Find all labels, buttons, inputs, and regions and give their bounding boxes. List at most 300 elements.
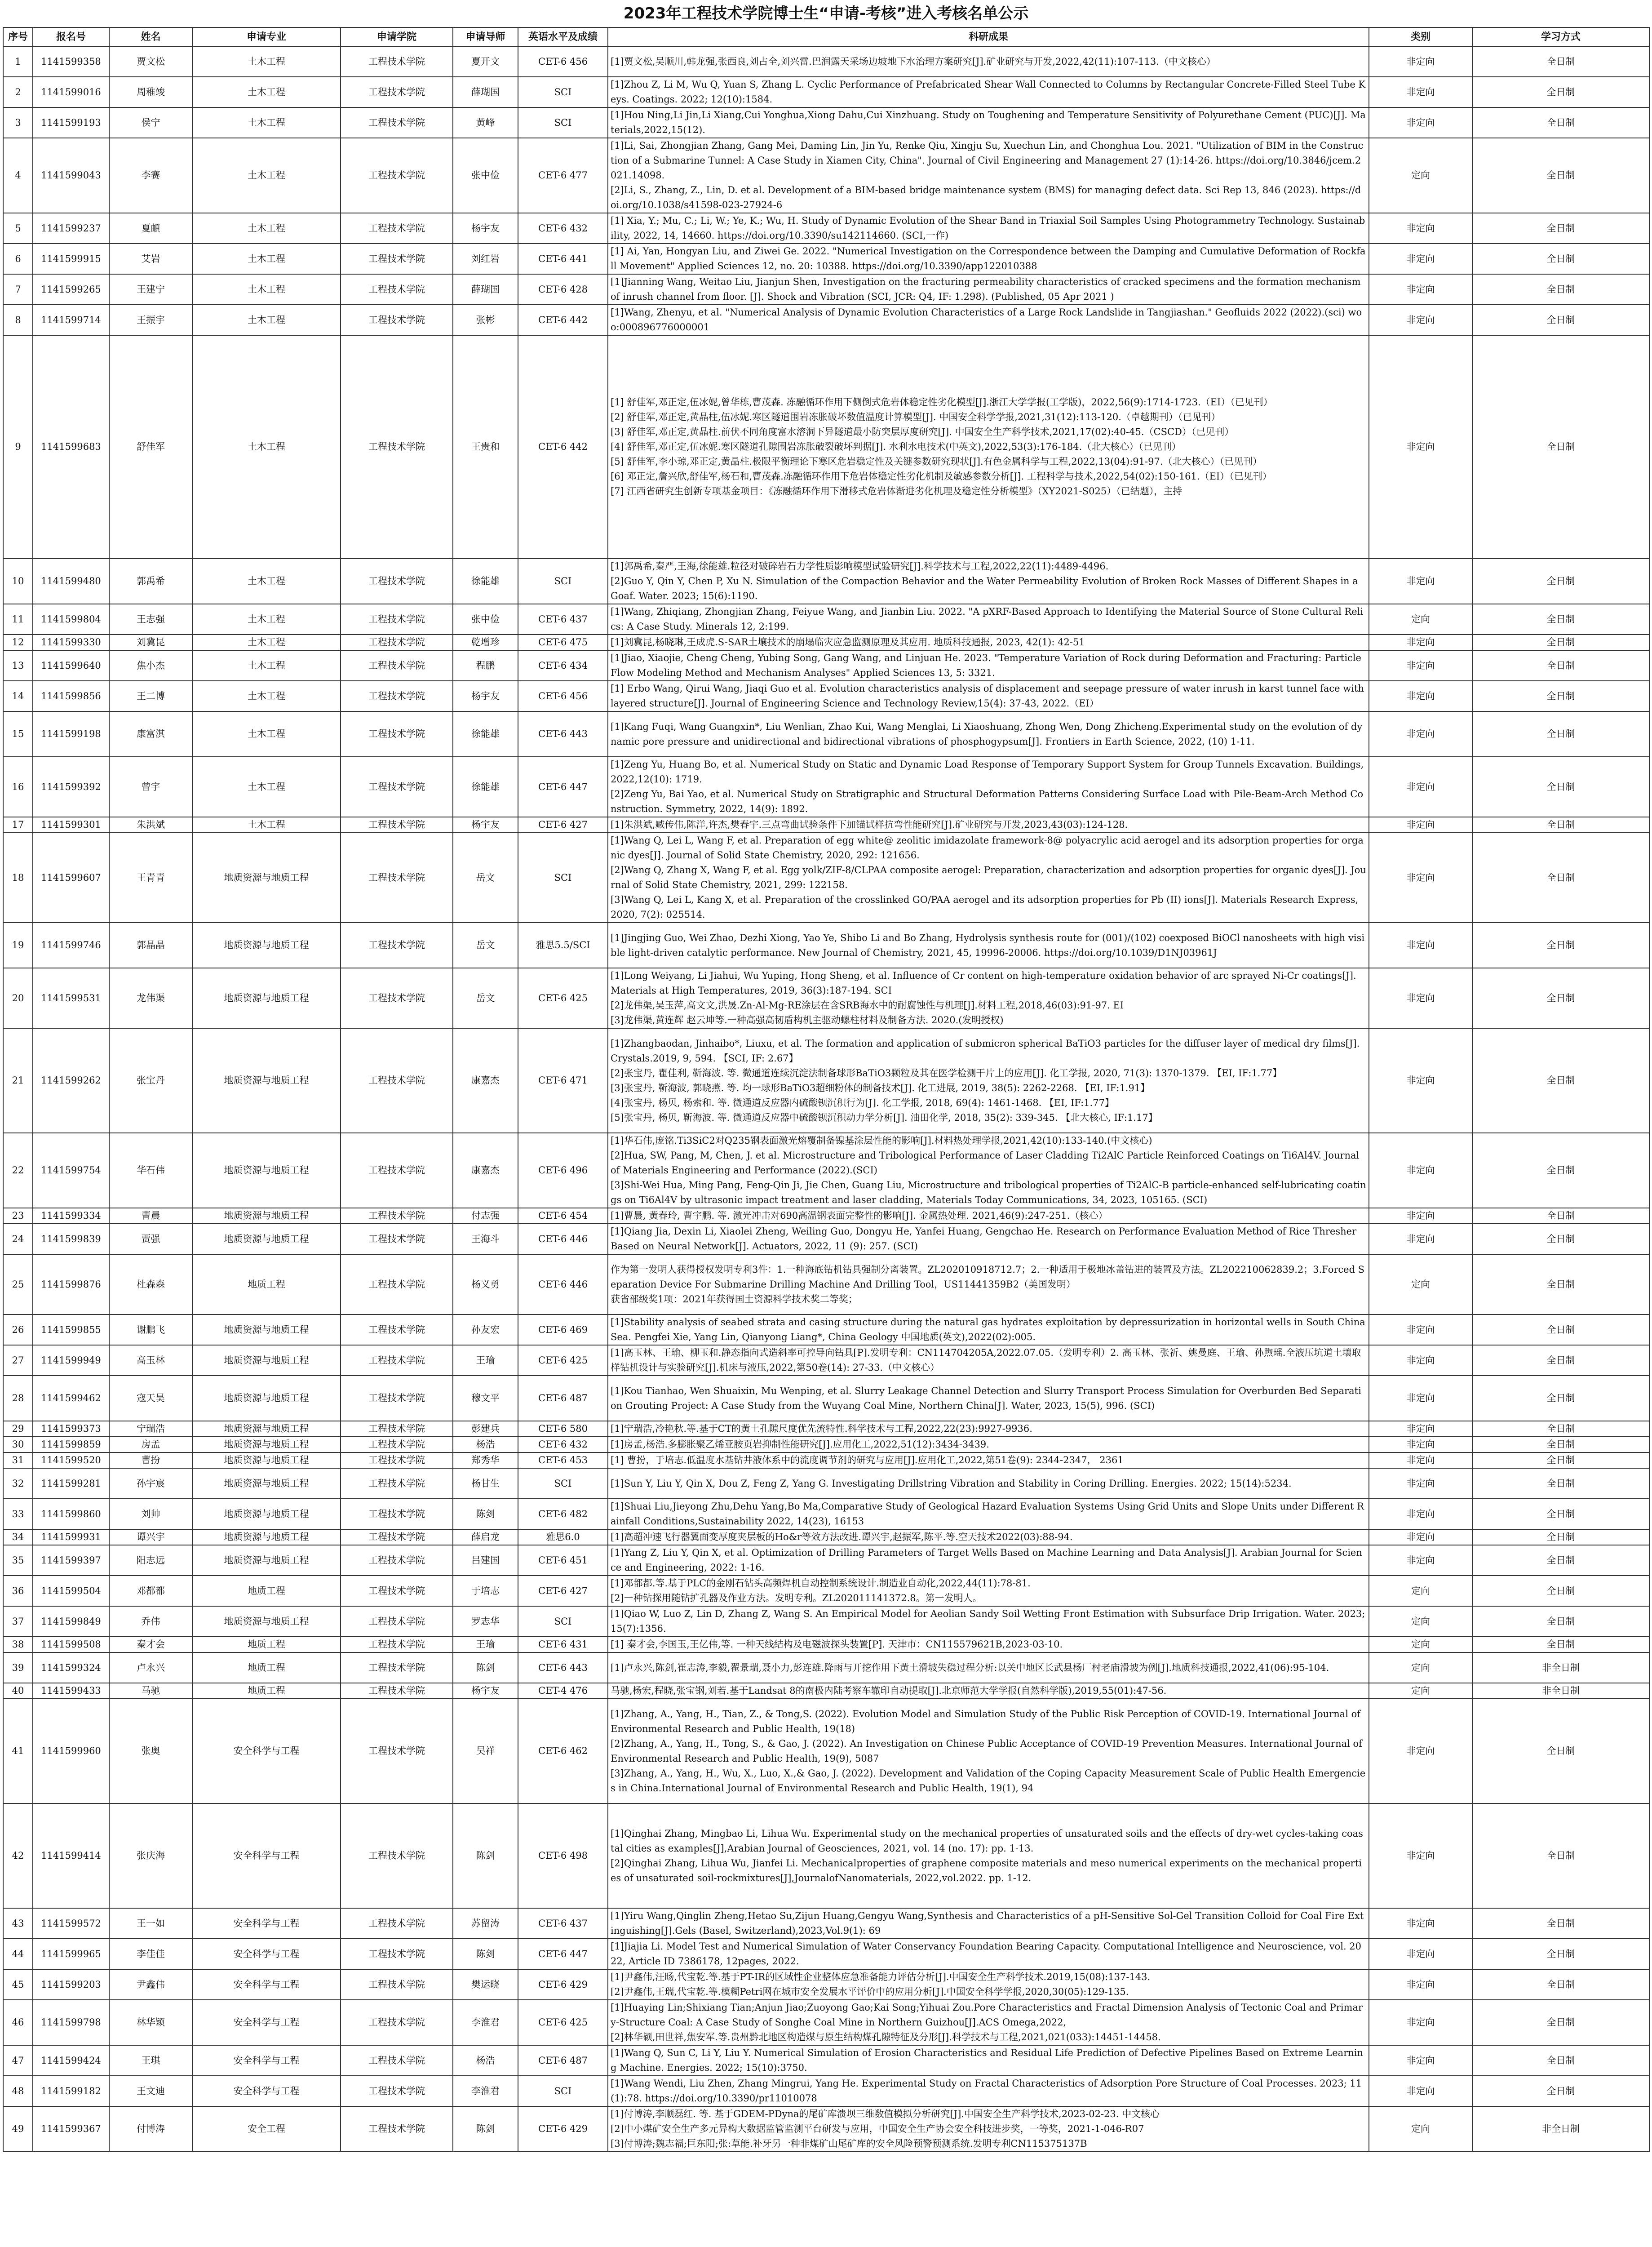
research-item: [2]Hua, SW, Pang, M, Chen, J. et al. Microstructure and Tribological Performance of Laser Cladding Ti2AlC Particle Reinforced Coatings on Ti6Al4V. Journal of Materials Engineering and Performance (2022).(SCI) bbox=[611, 1150, 1360, 1176]
applicant-name: 王文迪 bbox=[109, 2076, 192, 2106]
research-output bbox=[608, 650, 1369, 681]
applied-college: 工程技术学院 bbox=[341, 138, 453, 213]
english-level: 雅思6.0 bbox=[518, 1529, 608, 1545]
category: 非定向 bbox=[1369, 1208, 1472, 1224]
header-name: 姓名 bbox=[109, 27, 192, 46]
research-output bbox=[608, 1683, 1369, 1699]
english-level: CET-4 476 bbox=[518, 1683, 608, 1699]
category: 非定向 bbox=[1369, 305, 1472, 335]
research-item: [2]Guo Y, Qin Y, Chen P, Xu N. Simulation of the Compaction Behavior and the Water Permeability Evolution of Broken Rock Masses of Different Shapes in a Goaf. Water. 2023; 15(6):1190. bbox=[611, 576, 1358, 601]
table-row bbox=[3, 1468, 1649, 1499]
registration-id: 1141599433 bbox=[33, 1683, 109, 1699]
table-row bbox=[3, 1637, 1649, 1652]
applicant-name: 张宝丹 bbox=[109, 1028, 192, 1133]
advisor-name: 王海斗 bbox=[453, 1224, 518, 1254]
row-number: 5 bbox=[3, 213, 33, 244]
english-level: CET-6 443 bbox=[518, 711, 608, 757]
advisor-name: 穆文平 bbox=[453, 1376, 518, 1421]
research-item: [1]Wang Wendi, Liu Zhen, Zhang Mingrui, Yang He. Experimental Study on Fractal Characteristics of Adsorption Pore Structure of Coal Processes. 2023; 11(1):78. https://doi.org/10.3390/pr11010078 bbox=[611, 2078, 1362, 2104]
applied-major: 土木工程 bbox=[192, 107, 341, 138]
applicant-name: 康富淇 bbox=[109, 711, 192, 757]
table-row bbox=[3, 1803, 1649, 1908]
table-row bbox=[3, 1421, 1649, 1437]
research-item: [1]Wang, Zhenyu, et al. "Numerical Analysis of Dynamic Evolution Characteristics of a Large Rock Landslide in Tangjiashan." Geofluids 2022 (2022).(sci) woo:000896776000001 bbox=[611, 307, 1362, 333]
row-number: 13 bbox=[3, 650, 33, 681]
applicant-name: 高玉林 bbox=[109, 1345, 192, 1376]
row-number: 43 bbox=[3, 1908, 33, 1939]
category: 非定向 bbox=[1369, 107, 1472, 138]
applicant-name: 曹扮 bbox=[109, 1452, 192, 1468]
advisor-name: 张中俭 bbox=[453, 604, 518, 635]
study-mode: 全日制 bbox=[1472, 1499, 1649, 1529]
research-item: [1]Wang Q, Sun C, Li Y, Liu Y. Numerical Simulation of Erosion Characteristics and Residual Life Prediction of Defective Pipelines Based on Extreme Learning Machine. Energies. 2022; 15(10):3750. bbox=[611, 2047, 1363, 2073]
study-mode: 全日制 bbox=[1472, 1376, 1649, 1421]
registration-id: 1141599960 bbox=[33, 1699, 109, 1803]
table-row bbox=[3, 833, 1649, 923]
row-number: 41 bbox=[3, 1699, 33, 1803]
advisor-name: 苏留涛 bbox=[453, 1908, 518, 1939]
row-number: 17 bbox=[3, 817, 33, 833]
applied-college: 工程技术学院 bbox=[341, 1345, 453, 1376]
research-item: [1] Xia, Y.; Mu, C.; Li, W.; Ye, K.; Wu, H. Study of Dynamic Evolution of the Shear Band in Triaxial Soil Samples Using Photogrammetry Technology. Sustainability, 2022, 14, 14660. https://doi.org/10.3390/su142114660. (SCI,一作) bbox=[611, 215, 1365, 241]
category: 非定向 bbox=[1369, 2000, 1472, 2045]
english-level: CET-6 456 bbox=[518, 681, 608, 711]
row-number: 42 bbox=[3, 1803, 33, 1908]
row-number: 35 bbox=[3, 1545, 33, 1576]
advisor-name: 杨宇友 bbox=[453, 681, 518, 711]
english-level: CET-6 425 bbox=[518, 2000, 608, 2045]
table-row bbox=[3, 1208, 1649, 1224]
category: 非定向 bbox=[1369, 2045, 1472, 2076]
registration-id: 1141599508 bbox=[33, 1637, 109, 1652]
english-level: CET-6 437 bbox=[518, 1908, 608, 1939]
research-output bbox=[608, 107, 1369, 138]
registration-id: 1141599462 bbox=[33, 1376, 109, 1421]
research-output bbox=[608, 757, 1369, 817]
applied-college: 工程技术学院 bbox=[341, 107, 453, 138]
research-item: [1]卢永兴,陈剑,崔志涛,李毅,翟景瑞,聂小力,彭连雄.降雨与开挖作用下黄土滑坡失稳过程分析:以关中地区长武县杨厂村老庙滑坡为例[J].地质科技通报,2022,41(06):95-104. bbox=[611, 1662, 1329, 1673]
advisor-name: 张彬 bbox=[453, 305, 518, 335]
research-item: [7] 江西省研究生创新专项基金项目：《冻融循环作用下滑移式危岩体渐进劣化机理及稳定性分析模型》（XY2021-S025）（已结题），主持 bbox=[611, 486, 1183, 497]
category: 非定向 bbox=[1369, 2076, 1472, 2106]
english-level: CET-6 428 bbox=[518, 274, 608, 305]
applicant-name: 乔伟 bbox=[109, 1606, 192, 1637]
table-row bbox=[3, 923, 1649, 968]
research-item: [2] 舒佳军,邓正定,黄晶柱,伍冰妮.寒区隧道围岩冻胀破坏数值温度计算模型[J]. 中国安全科学学报,2021,31(12):113-120.（卓越期刊）（已见刊） bbox=[611, 412, 1221, 422]
registration-id: 1141599301 bbox=[33, 817, 109, 833]
research-output bbox=[608, 274, 1369, 305]
applied-major: 安全科学与工程 bbox=[192, 1969, 341, 2000]
research-output bbox=[608, 2076, 1369, 2106]
category: 非定向 bbox=[1369, 923, 1472, 968]
applied-major: 安全工程 bbox=[192, 2106, 341, 2152]
table-row bbox=[3, 1606, 1649, 1637]
applied-college: 工程技术学院 bbox=[341, 2000, 453, 2045]
candidate-table bbox=[3, 27, 1650, 2152]
header-id: 报名号 bbox=[33, 27, 109, 46]
applicant-name: 舒佳军 bbox=[109, 335, 192, 559]
table-row bbox=[3, 335, 1649, 559]
applicant-name: 龙伟渠 bbox=[109, 968, 192, 1028]
applied-college: 工程技术学院 bbox=[341, 650, 453, 681]
applied-college: 工程技术学院 bbox=[341, 1314, 453, 1345]
research-item: [1]Qinghai Zhang, Mingbao Li, Lihua Wu. Experimental study on the mechanical properties of unsaturated soils and the effects of dry-wet cycles-taking coastal cities as examples[J],Arabian Journal of Geosciences, 2021, vol. 14 (no. 17): pp. 1-13. bbox=[611, 1828, 1363, 1854]
category: 非定向 bbox=[1369, 1452, 1472, 1468]
registration-id: 1141599746 bbox=[33, 923, 109, 968]
table-row bbox=[3, 681, 1649, 711]
applied-major: 土木工程 bbox=[192, 559, 341, 604]
registration-id: 1141599915 bbox=[33, 244, 109, 274]
applicant-name: 李赛 bbox=[109, 138, 192, 213]
research-item: [1]Long Weiyang, Li Jiahui, Wu Yuping, Hong Sheng, et al. Influence of Cr content on high-temperature oxidation behavior of arc sprayed Ni-Cr coatings[J]. Materials at High Temperatures, 2019, 36(3):187-194. SCI bbox=[611, 970, 1356, 996]
category: 非定向 bbox=[1369, 968, 1472, 1028]
registration-id: 1141599714 bbox=[33, 305, 109, 335]
research-item: [1]Zeng Yu, Huang Bo, et al. Numerical Study on Static and Dynamic Load Response of Temporary Support System for Group Tunnels Excavation. Buildings, 2022,12(10): 1719. bbox=[611, 759, 1364, 785]
applied-major: 地质资源与地质工程 bbox=[192, 1452, 341, 1468]
study-mode: 全日制 bbox=[1472, 1529, 1649, 1545]
research-item: [6] 邓正定,詹兴欣,舒佳军,杨石和,曹茂森.冻融循环作用下危岩体稳定性劣化机制及敏感参数分析[J]. 工程科学与技术,2022,54(02):150-161.（EI）（已见刊） bbox=[611, 471, 1272, 482]
advisor-name: 杨浩 bbox=[453, 2045, 518, 2076]
applied-major: 土木工程 bbox=[192, 244, 341, 274]
applied-college: 工程技术学院 bbox=[341, 1224, 453, 1254]
applied-major: 地质资源与地质工程 bbox=[192, 1606, 341, 1637]
research-item: [1]Kang Fuqi, Wang Guangxin*, Liu Wenlian, Zhao Kui, Wang Menglai, Li Xiaoshuang, Zhong Wen, Dong Zhicheng.Experimental study on the evolution of dynamic pore pressure and unidirectional and bidirectional vibrations of phosphogypsum[J]. Frontiers in Earth Science, 2022, (10) 1-11. bbox=[611, 721, 1363, 747]
row-number: 8 bbox=[3, 305, 33, 335]
research-item: [1]高超冲速飞行器翼面变厚度夹层板的Ho&r等效方法改进.谭兴宇,赵振军,陈平.等.空天技术2022(03):88-94. bbox=[611, 1532, 1073, 1542]
applied-college: 工程技术学院 bbox=[341, 1529, 453, 1545]
page-title: 2023年工程技术学院博士生“申请-考核”进入考核名单公示 bbox=[623, 4, 1029, 22]
table-row bbox=[3, 650, 1649, 681]
registration-id: 1141599965 bbox=[33, 1939, 109, 1969]
english-level: CET-6 431 bbox=[518, 1637, 608, 1652]
applied-major: 安全科学与工程 bbox=[192, 1699, 341, 1803]
applicant-name: 寇天昊 bbox=[109, 1376, 192, 1421]
research-item: [1]Hou Ning,Li Jin,Li Xiang,Cui Yonghua,Xiong Dahu,Cui Xinzhuang. Study on Toughening and Temperature Sensitivity of Polyurethane Cement (PUC)[J]. Materials,2022,15(12). bbox=[611, 110, 1366, 135]
research-output bbox=[608, 1637, 1369, 1652]
advisor-name: 孙友宏 bbox=[453, 1314, 518, 1345]
table-row bbox=[3, 817, 1649, 833]
english-level: CET-6 498 bbox=[518, 1803, 608, 1908]
research-output bbox=[608, 1452, 1369, 1468]
english-level: CET-6 447 bbox=[518, 757, 608, 817]
study-mode: 全日制 bbox=[1472, 1576, 1649, 1606]
table-row bbox=[3, 305, 1649, 335]
category: 非定向 bbox=[1369, 1939, 1472, 1969]
registration-id: 1141599949 bbox=[33, 1345, 109, 1376]
study-mode: 全日制 bbox=[1472, 1969, 1649, 2000]
research-item: [2]林华颖,田世祥,焦安军.等.贵州黔北地区构造煤与原生结构煤孔隙特征及分形[J].科学技术与工程,2021,021(033):14451-14458. bbox=[611, 2032, 1161, 2043]
row-number: 30 bbox=[3, 1437, 33, 1452]
research-item: [1] Erbo Wang, Qirui Wang, Jiaqi Guo et al. Evolution characteristics analysis of displacement and seepage pressure of water inrush in karst tunnel face with layered structure[J]. Journal of Engineering Science and Technology Review,15(4): 37-43, 2022.（EI） bbox=[611, 683, 1364, 709]
research-output bbox=[608, 1939, 1369, 1969]
applied-college: 工程技术学院 bbox=[341, 1683, 453, 1699]
header-major: 申请专业 bbox=[192, 27, 341, 46]
research-item: [1]Wang, Zhiqiang, Zhongjian Zhang, Feiyue Wang, and Jianbin Liu. 2022. "A pXRF-Based Approach to Identifying the Material Source of Stone Cultural Relics: A Case Study. Minerals 12, 2:199. bbox=[611, 606, 1364, 632]
registration-id: 1141599358 bbox=[33, 46, 109, 77]
applicant-name: 邓都都 bbox=[109, 1576, 192, 1606]
applicant-name: 曾宇 bbox=[109, 757, 192, 817]
registration-id: 1141599804 bbox=[33, 604, 109, 635]
header-english: 英语水平及成绩 bbox=[518, 27, 608, 46]
study-mode: 全日制 bbox=[1472, 46, 1649, 77]
category: 非定向 bbox=[1369, 1314, 1472, 1345]
applied-major: 土木工程 bbox=[192, 681, 341, 711]
category: 定向 bbox=[1369, 1606, 1472, 1637]
applied-major: 地质资源与地质工程 bbox=[192, 1224, 341, 1254]
english-level: CET-6 451 bbox=[518, 1545, 608, 1576]
applied-major: 土木工程 bbox=[192, 77, 341, 107]
applied-major: 土木工程 bbox=[192, 274, 341, 305]
table-row bbox=[3, 138, 1649, 213]
research-item: [1]Zhou Z, Li M, Wu Q, Yuan S, Zhang L. Cyclic Performance of Prefabricated Shear Wall Connected to Columns by Rectangular Concrete-Filled Steel Tube Keys. Coatings. 2022; 12(10):1584. bbox=[611, 79, 1366, 105]
applied-college: 工程技术学院 bbox=[341, 1699, 453, 1803]
registration-id: 1141599480 bbox=[33, 559, 109, 604]
study-mode: 全日制 bbox=[1472, 2000, 1649, 2045]
advisor-name: 陈剑 bbox=[453, 1652, 518, 1683]
category: 定向 bbox=[1369, 138, 1472, 213]
study-mode: 全日制 bbox=[1472, 1254, 1649, 1314]
advisor-name: 陈剑 bbox=[453, 1803, 518, 1908]
applied-major: 地质工程 bbox=[192, 1637, 341, 1652]
research-output bbox=[608, 681, 1369, 711]
registration-id: 1141599281 bbox=[33, 1468, 109, 1499]
applicant-name: 谭兴宇 bbox=[109, 1529, 192, 1545]
applied-college: 工程技术学院 bbox=[341, 757, 453, 817]
applicant-name: 周稚竣 bbox=[109, 77, 192, 107]
english-level: CET-6 425 bbox=[518, 968, 608, 1028]
research-item: [1] 秦才会,李国玉,王亿伟,等. 一种天线结构及电磁波探头装置[P]. 天津市：CN115579621B,2023-03-10. bbox=[611, 1639, 1063, 1650]
category: 非定向 bbox=[1369, 335, 1472, 559]
category: 非定向 bbox=[1369, 1028, 1472, 1133]
category: 非定向 bbox=[1369, 711, 1472, 757]
table-row bbox=[3, 1314, 1649, 1345]
research-item: [1]Jiao, Xiaojie, Cheng Cheng, Yubing Song, Gang Wang, and Linjuan He. 2023. "Temperature Variation of Rock during Deformation and Fracturing: Particle Flow Modeling Method and Mechanism Analyses" Applied Sciences 13, 5: 3321. bbox=[611, 653, 1361, 678]
research-item: [1]贾文松,吴顺川,韩龙强,张西良,刘占全,刘兴雷.巴润露天采场边坡地下水治理方案研究[J].矿业研究与开发,2022,42(11):107-113.（中文核心） bbox=[611, 56, 1216, 67]
research-output bbox=[608, 1028, 1369, 1133]
applicant-name: 曹晨 bbox=[109, 1208, 192, 1224]
english-level: CET-6 456 bbox=[518, 46, 608, 77]
research-item: [2]Wang Q, Zhang X, Wang F, et al. Egg yolk/ZIF-8/CLPAA composite aerogel: Preparation, characterization and adsorption properties for organic dyes[J]. Journal of Solid State Chemistry, 2021, 299: 122158. bbox=[611, 865, 1366, 890]
category: 非定向 bbox=[1369, 650, 1472, 681]
research-item: 马驰,杨宏,程晓,张宝钢,刘若.基于Landsat 8的南极内陆考察车辙印自动提取[J].北京师范大学学报(自然科学版),2019,55(01):47-56. bbox=[611, 1685, 1167, 1696]
applied-college: 工程技术学院 bbox=[341, 77, 453, 107]
study-mode: 全日制 bbox=[1472, 1908, 1649, 1939]
study-mode: 全日制 bbox=[1472, 1208, 1649, 1224]
applicant-name: 刘帅 bbox=[109, 1499, 192, 1529]
research-item: [3]Shi-Wei Hua, Ming Pang, Feng-Qin Ji, Jie Chen, Guang Liu, Microstructure and tribological properties of Ti2AlC-B particle-enhanced self-lubricating coatings on Ti6Al4V by ultrasonic impact treatment and laser cladding, Materials Today Communications, 34, 2023, 105165. (SCI) bbox=[611, 1180, 1366, 1205]
applicant-name: 艾岩 bbox=[109, 244, 192, 274]
study-mode: 全日制 bbox=[1472, 604, 1649, 635]
study-mode: 全日制 bbox=[1472, 1314, 1649, 1345]
advisor-name: 黄峰 bbox=[453, 107, 518, 138]
research-output bbox=[608, 1437, 1369, 1452]
research-item: [3] 舒佳军,邓正定,黄晶柱.前伏不同角度富水溶洞下异隧道最小防突层厚度研究[J]. 中国安全生产科学技术,2021,17(02):40-45.（CSCD）（已见刊） bbox=[611, 426, 1234, 437]
header-no: 序号 bbox=[3, 27, 33, 46]
english-level: 雅思5.5/SCI bbox=[518, 923, 608, 968]
registration-id: 1141599367 bbox=[33, 2106, 109, 2152]
study-mode: 全日制 bbox=[1472, 213, 1649, 244]
applied-college: 工程技术学院 bbox=[341, 2076, 453, 2106]
applied-major: 土木工程 bbox=[192, 305, 341, 335]
study-mode: 全日制 bbox=[1472, 559, 1649, 604]
category: 定向 bbox=[1369, 1683, 1472, 1699]
header-category: 类别 bbox=[1369, 27, 1472, 46]
applicant-name: 林华颖 bbox=[109, 2000, 192, 2045]
research-item: [3]龙伟渠,黄连辉 赵云坤等.一种高强高韧盾构机主驱动螺柱材料及制备方法. 2020.(发明授权) bbox=[611, 1015, 1004, 1026]
table-row bbox=[3, 1345, 1649, 1376]
english-level: CET-6 442 bbox=[518, 305, 608, 335]
english-level: SCI bbox=[518, 1468, 608, 1499]
category: 非定向 bbox=[1369, 833, 1472, 923]
research-item: [1] 曹扮，于培志.低温度水基钻井液体系中的流度调节剂的研究与应用[J].应用化工,2022,第51卷(9): 2344-2347， 2361 bbox=[611, 1455, 1124, 1465]
research-output bbox=[608, 1576, 1369, 1606]
applied-major: 地质资源与地质工程 bbox=[192, 1437, 341, 1452]
english-level: CET-6 442 bbox=[518, 335, 608, 559]
research-item: [1]Zhangbaodan, Jinhaibo*, Liuxu, et al. The formation and application of submicron spherical BaTiO3 particles for the diffuser layer of medical dry films[J]. Crystals.2019, 9, 594. 【SCI, IF: 2.67】 bbox=[611, 1038, 1360, 1064]
row-number: 32 bbox=[3, 1468, 33, 1499]
applicant-name: 张奥 bbox=[109, 1699, 192, 1803]
row-number: 38 bbox=[3, 1637, 33, 1652]
research-item: [2]张宝丹, 瞿佳利, 靳海波. 等. 微通道连续沉淀法制备球形BaTiO3颗粒及其在医学检测干片上的应用[J]. 化工学报, 2020, 71(3): 1370-1379. 【EI, IF:1.77】 bbox=[611, 1067, 1282, 1079]
registration-id: 1141599859 bbox=[33, 1437, 109, 1452]
table-row bbox=[3, 46, 1649, 77]
row-number: 28 bbox=[3, 1376, 33, 1421]
applied-college: 工程技术学院 bbox=[341, 2106, 453, 2152]
applied-college: 工程技术学院 bbox=[341, 1133, 453, 1208]
research-item: [1]Yang Z, Liu Y, Qin X, et al. Optimization of Drilling Parameters of Target Wells Based on Machine Learning and Data Analysis[J]. Arabian Journal for Science and Engineering, 2022: 1-16. bbox=[611, 1547, 1362, 1573]
category: 非定向 bbox=[1369, 1468, 1472, 1499]
table-row bbox=[3, 1545, 1649, 1576]
applied-college: 工程技术学院 bbox=[341, 335, 453, 559]
applied-major: 安全科学与工程 bbox=[192, 1939, 341, 1969]
applied-college: 工程技术学院 bbox=[341, 244, 453, 274]
research-item: [5] 舒佳军,李小琼,邓正定,黄晶柱.极限平衡理论下寒区危岩稳定性及关键参数研究现状[J].有色金属科学与工程,2022,13(04):91-97.（北大核心）（已见刊） bbox=[611, 456, 1262, 467]
applied-major: 地质工程 bbox=[192, 1683, 341, 1699]
registration-id: 1141599531 bbox=[33, 968, 109, 1028]
study-mode: 全日制 bbox=[1472, 1637, 1649, 1652]
applied-major: 地质资源与地质工程 bbox=[192, 1345, 341, 1376]
applicant-name: 孙宇宸 bbox=[109, 1468, 192, 1499]
registration-id: 1141599182 bbox=[33, 2076, 109, 2106]
study-mode: 全日制 bbox=[1472, 923, 1649, 968]
applied-major: 地质资源与地质工程 bbox=[192, 1028, 341, 1133]
study-mode: 全日制 bbox=[1472, 1452, 1649, 1468]
table-row bbox=[3, 1254, 1649, 1314]
row-number: 1 bbox=[3, 46, 33, 77]
english-level: CET-6 429 bbox=[518, 1969, 608, 2000]
table-row bbox=[3, 968, 1649, 1028]
advisor-name: 罗志华 bbox=[453, 1606, 518, 1637]
category: 非定向 bbox=[1369, 1699, 1472, 1803]
research-output bbox=[608, 1421, 1369, 1437]
registration-id: 1141599931 bbox=[33, 1529, 109, 1545]
registration-id: 1141599504 bbox=[33, 1576, 109, 1606]
applied-college: 工程技术学院 bbox=[341, 1421, 453, 1437]
table-row bbox=[3, 2106, 1649, 2152]
research-item: [4] 舒佳军,邓正定,伍冰妮.寒区隧道孔隙围岩冻胀破裂破坏判据[J]. 水利水电技术(中英文),2022,53(3):176-184.（北大核心）（已见刊） bbox=[611, 441, 1181, 452]
header-advisor: 申请导师 bbox=[453, 27, 518, 46]
research-output bbox=[608, 1803, 1369, 1908]
applicant-name: 马驰 bbox=[109, 1683, 192, 1699]
category: 非定向 bbox=[1369, 1545, 1472, 1576]
study-mode: 全日制 bbox=[1472, 681, 1649, 711]
category: 非定向 bbox=[1369, 1529, 1472, 1545]
applied-major: 地质资源与地质工程 bbox=[192, 1529, 341, 1545]
advisor-name: 王瑜 bbox=[453, 1345, 518, 1376]
study-mode: 非全日制 bbox=[1472, 2106, 1649, 2152]
research-output bbox=[608, 817, 1369, 833]
applied-major: 土木工程 bbox=[192, 335, 341, 559]
research-output bbox=[608, 1208, 1369, 1224]
applicant-name: 贾文松 bbox=[109, 46, 192, 77]
study-mode: 全日制 bbox=[1472, 1939, 1649, 1969]
table-row bbox=[3, 1452, 1649, 1468]
table-row bbox=[3, 1699, 1649, 1803]
applicant-name: 夏頔 bbox=[109, 213, 192, 244]
row-number: 26 bbox=[3, 1314, 33, 1345]
category: 非定向 bbox=[1369, 244, 1472, 274]
registration-id: 1141599043 bbox=[33, 138, 109, 213]
applied-college: 工程技术学院 bbox=[341, 305, 453, 335]
registration-id: 1141599373 bbox=[33, 1421, 109, 1437]
applicant-name: 宁瑞浩 bbox=[109, 1421, 192, 1437]
research-item: [1]华石伟,庞铭.Ti3SiC2对Q235钢表面激光熔覆制备镍基涂层性能的影响[J].材料热处理学报,2021,42(10):133-140.(中文核心) bbox=[611, 1135, 1152, 1146]
research-item: 作为第一发明人获得授权发明专利3件：1.一种海底钻机钻具强制分离装置。ZL202010918712.7；2.一种适用于极地冰盖钻进的装置及方法。ZL202210062839.2；3.Forced Separation Device For Submarine Drilling Machine And Drilling Tool，US11441359B2（美国发明） bbox=[611, 1264, 1365, 1290]
row-number: 36 bbox=[3, 1576, 33, 1606]
applied-major: 安全科学与工程 bbox=[192, 1803, 341, 1908]
applicant-name: 付博涛 bbox=[109, 2106, 192, 2152]
english-level: CET-6 487 bbox=[518, 2045, 608, 2076]
english-level: CET-6 443 bbox=[518, 1652, 608, 1683]
row-number: 37 bbox=[3, 1606, 33, 1637]
category: 非定向 bbox=[1369, 1224, 1472, 1254]
research-item: [1]高玉林、王瑜、柳玉和.静态指向式造斜率可控导向钻具[P].发明专利：CN114704205A,2022.07.05.（发明专利）2. 高玉林、张祈、姚曼庭、王瑜、孙煦瑶.全液压坑道土壤取样钻机设计与实验研究[J].机床与液压,2022,第50卷(14): 27-33.（中文核心） bbox=[611, 1347, 1361, 1373]
research-output bbox=[608, 1224, 1369, 1254]
category: 非定向 bbox=[1369, 757, 1472, 817]
research-output bbox=[608, 1254, 1369, 1314]
registration-id: 1141599754 bbox=[33, 1133, 109, 1208]
applied-college: 工程技术学院 bbox=[341, 1468, 453, 1499]
applied-major: 地质资源与地质工程 bbox=[192, 833, 341, 923]
advisor-name: 李淮君 bbox=[453, 2076, 518, 2106]
research-output bbox=[608, 559, 1369, 604]
applied-college: 工程技术学院 bbox=[341, 559, 453, 604]
research-item: [3]张宝丹, 靳海波, 郭晓燕. 等. 均一球形BaTiO3超细粉体的制备技术[J]. 化工进展, 2019, 38(5): 2262-2268. 【EI, IF:1.91】 bbox=[611, 1082, 1150, 1093]
table-row bbox=[3, 1224, 1649, 1254]
applied-major: 土木工程 bbox=[192, 138, 341, 213]
table-header-row bbox=[3, 27, 1649, 46]
row-number: 15 bbox=[3, 711, 33, 757]
english-level: CET-6 437 bbox=[518, 604, 608, 635]
applied-college: 工程技术学院 bbox=[341, 923, 453, 968]
applicant-name: 尹鑫伟 bbox=[109, 1969, 192, 2000]
table-row bbox=[3, 1683, 1649, 1699]
research-output bbox=[608, 1699, 1369, 1803]
research-item: [2]Zeng Yu, Bai Yao, et al. Numerical Study on Stratigraphic and Structural Deformation Patterns Considering Surface Load with Pile-Beam-Arch Method Construction. Symmetry, 2022, 14(9): 1892. bbox=[611, 789, 1364, 814]
research-output bbox=[608, 604, 1369, 635]
category: 非定向 bbox=[1369, 1345, 1472, 1376]
table-row bbox=[3, 213, 1649, 244]
row-number: 16 bbox=[3, 757, 33, 817]
english-level: CET-6 425 bbox=[518, 1345, 608, 1376]
applicant-name: 郭禹希 bbox=[109, 559, 192, 604]
registration-id: 1141599016 bbox=[33, 77, 109, 107]
table-row bbox=[3, 604, 1649, 635]
category: 非定向 bbox=[1369, 1133, 1472, 1208]
english-level: CET-6 469 bbox=[518, 1314, 608, 1345]
research-output bbox=[608, 138, 1369, 213]
applied-major: 土木工程 bbox=[192, 650, 341, 681]
